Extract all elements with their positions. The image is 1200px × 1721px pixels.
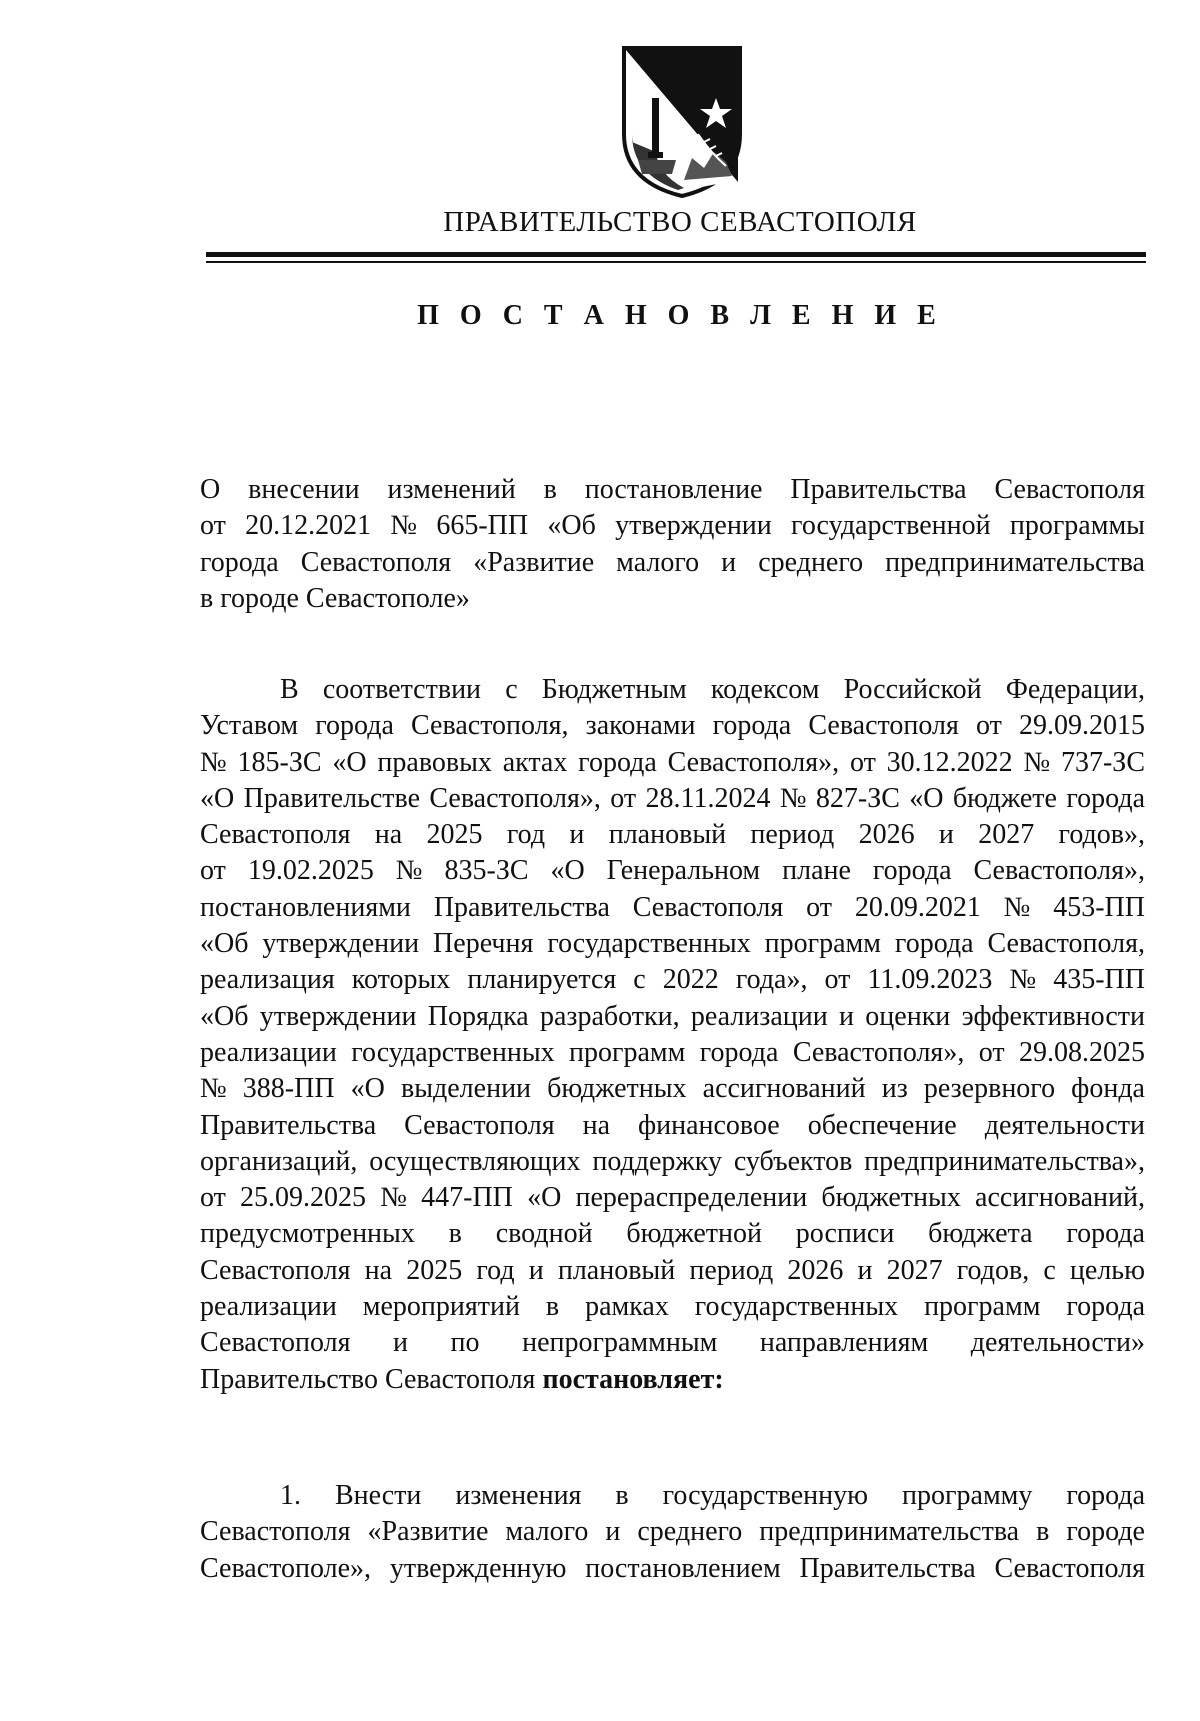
document-type-heading: П О С Т А Н О В Л Е Н И Е [417,300,943,331]
basis-line: постановлениями Правительства Севастополя от 20.09.2021 № 453-ПП [200,891,1145,923]
item-1-line: Севастополя «Развитие малого и среднего предпринимательства в городе [200,1516,1145,1548]
basis-line: организаций, осуществляющих поддержку субъектов предпринимательства», [200,1145,1145,1177]
item-1-line: 1. Внести изменения в государственную программу города [280,1480,1145,1511]
basis-line: реализация которых планируется с 2022 года», от 11.09.2023 № 435-ПП [200,964,1145,996]
basis-line: «О Правительстве Севастополя», от 28.11.2024 № 827-ЗС «О бюджете города [200,782,1145,814]
decree-verb: постановляет: [542,1363,724,1395]
basis-closing-line [200,1362,1145,1398]
item-1-line: Севастополе», утвержденную постановлением Правительства Севастополя [200,1552,1145,1584]
basis-line: от 25.09.2025 № 447-ПП «О перераспределении бюджетных ассигнований, [200,1182,1145,1214]
basis-line: Севастополя на 2025 год и плановый период 2026 и 2027 годов», [200,819,1145,851]
basis-line: от 19.02.2025 № 835-ЗС «О Генеральном плане города Севастополя», [200,855,1145,887]
item-1-paragraph [200,1478,1145,1587]
basis-line: предусмотренных в сводной бюджетной росписи бюджета города [200,1218,1145,1250]
basis-line: Севастополя на 2025 год и плановый период 2026 и 2027 годов, с целью [200,1254,1145,1286]
header-divider-thick [206,252,1146,257]
basis-paragraph [200,672,1145,1398]
basis-closing-text: Правительство Севастополя [200,1363,543,1395]
sevastopol-coat-of-arms-icon [618,42,746,200]
subject-line: в городе Севастополе» [200,582,470,614]
basis-line: В соответствии с Бюджетным кодексом Российской Федерации, [280,674,1145,705]
basis-line: «Об утверждении Перечня государственных программ города Севастополя, [200,928,1145,960]
basis-line: «Об утверждении Порядка разработки, реализации и оценки эффективности [200,1000,1145,1032]
subject-line: города Севастополя «Развитие малого и среднего предпринимательства [200,546,1145,578]
basis-line: Севастополя и по непрограммным направлениям деятельности» [200,1327,1145,1359]
basis-line: № 388-ПП «О выделении бюджетных ассигнований из резервного фонда [200,1073,1145,1105]
basis-line: Уставом города Севастополя, законами города Севастополя от 29.09.2015 [200,710,1145,742]
basis-line: реализации государственных программ города Севастополя», от 29.08.2025 [200,1036,1145,1068]
subject-line: от 20.12.2021 № 665-ПП «Об утверждении государственной программы [200,510,1145,542]
subject-line: О внесении изменений в постановление Правительства Севастополя [200,474,1145,505]
organization-title: ПРАВИТЕЛЬСТВО СЕВАСТОПОЛЯ [443,206,917,238]
basis-line: Правительства Севастополя на финансовое обеспечение деятельности [200,1109,1145,1141]
subject-paragraph [200,472,1145,617]
basis-line: реализации мероприятий в рамках государственных программ города [200,1291,1145,1323]
basis-line: № 185-ЗС «О правовых актах города Севастополя», от 30.12.2022 № 737-ЗС [200,746,1145,778]
header-divider-thin [206,261,1146,263]
